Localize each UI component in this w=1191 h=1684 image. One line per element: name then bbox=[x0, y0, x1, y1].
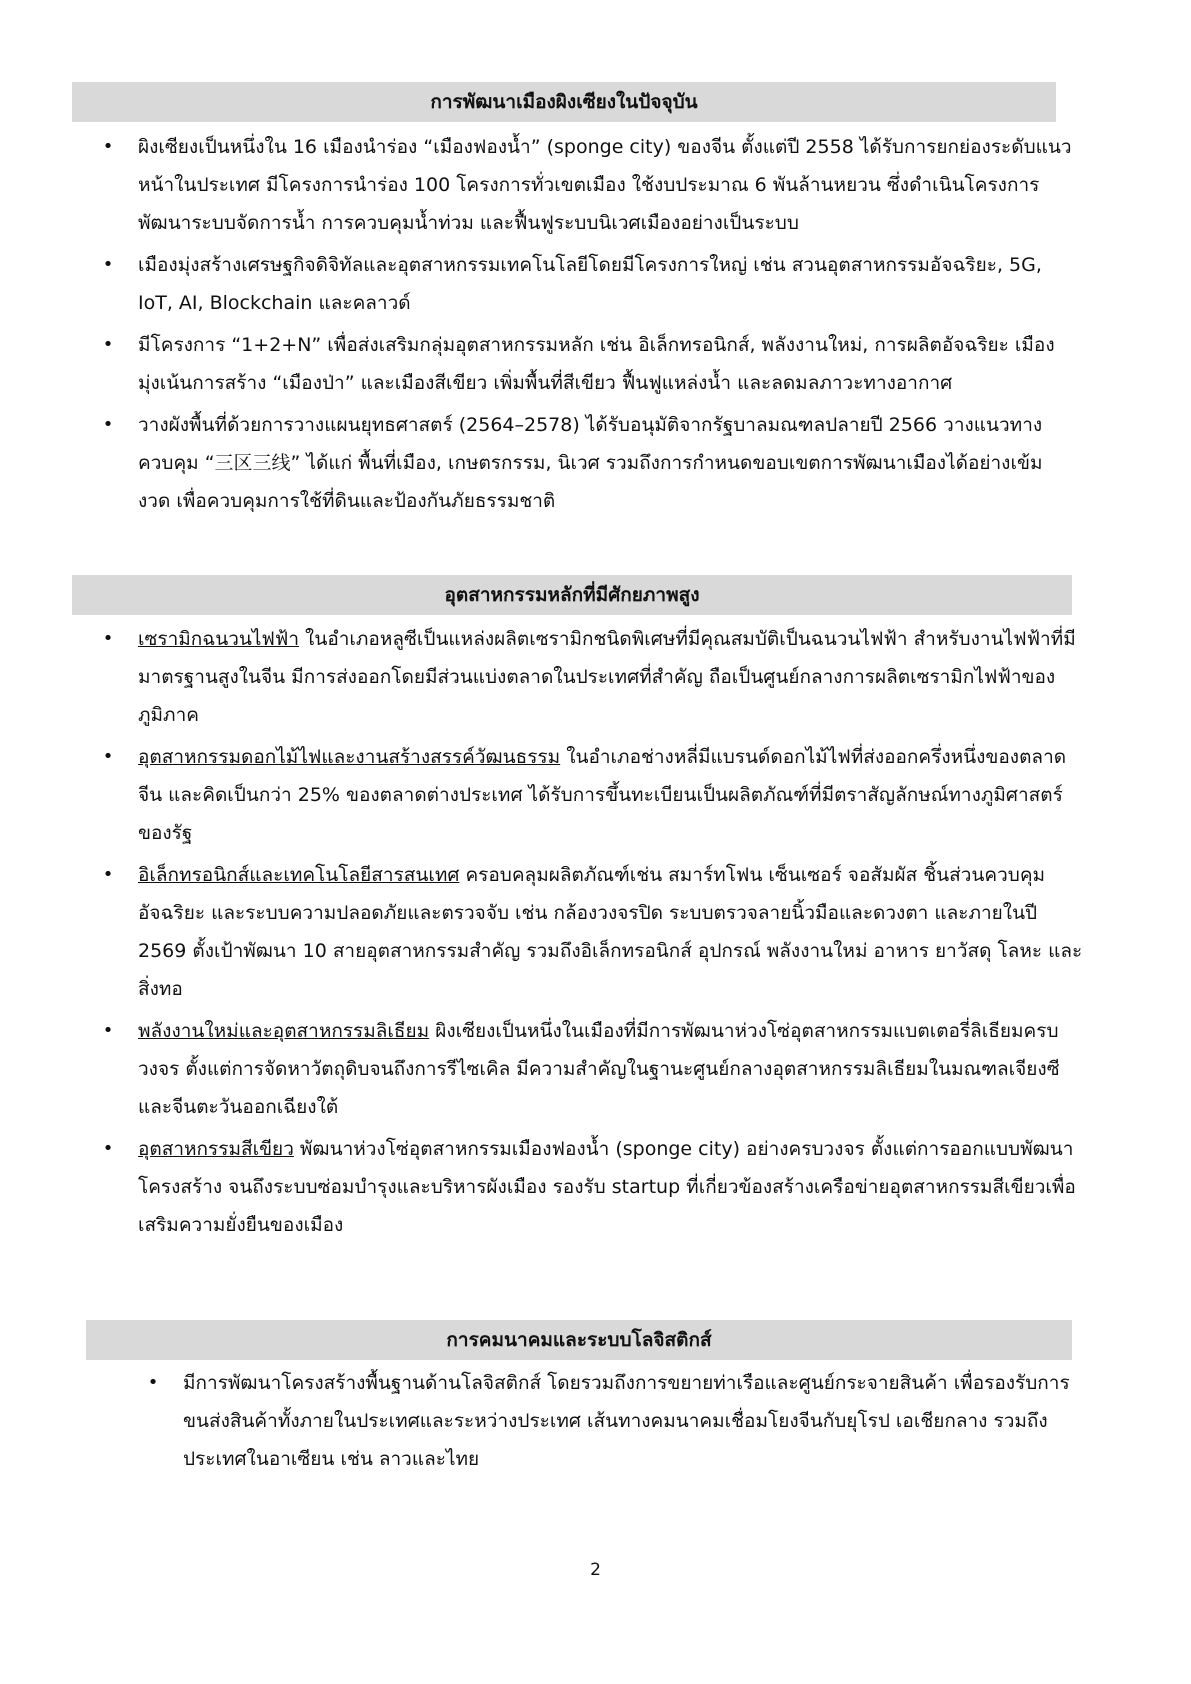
bullet-icon: • bbox=[102, 864, 114, 885]
item-text: เมืองมุ่งสร้างเศรษฐกิจดิจิทัลและอุตสาหกรรมเทคโนโลยีโดยมีโครงการใหญ่ เช่น สวนอุตสาหกรรมอัจฉริยะ, 5G, IoT, AI, Blockchain และคลาวด์ bbox=[138, 254, 1042, 314]
list-item bbox=[102, 1012, 1083, 1126]
bullet-icon: • bbox=[102, 1020, 114, 1041]
section-key-industries bbox=[102, 620, 1083, 1248]
item-text: วางผังพื้นที่ด้วยการวางแผนยุทธศาสตร์ (2564–2578) ได้รับอนุมัติจากรัฐบาลมณฑลปลายปี 2566 วางแนวทางควบคุม “三区三线” ได้แก่ พื้นที่เมือง, เกษตรกรรม, นิเวศ รวมถึงการกำหนดขอบเขตการพัฒนาเมืองได้อย่างเข้มงวด เพื่อควบคุมการใช้ที่ดินและป้องกันภัยธรรมชาติ bbox=[138, 414, 1043, 512]
list-item bbox=[147, 1364, 1078, 1478]
item-title: พลังงานใหม่และอุตสาหกรรมลิเธียม bbox=[138, 1020, 430, 1042]
item-text: ครอบคลุมผลิตภัณฑ์เช่น สมาร์ทโฟน เซ็นเซอร์ จอสัมผัส ชิ้นส่วนควบคุมอัจฉริยะ และระบบความปลอดภัยและตรวจจับ เช่น กล้องวงจรปิด ระบบตรวจลายนิ้วมือและดวงตา และภายในปี 2569 ตั้งเป้าพัฒนา 10 สายอุตสาหกรรมสำคัญ รวมถึงอิเล็กทรอนิกส์ อุปกรณ์ พลังงานใหม่ อาหาร ยาวัสดุ โลหะ และสิ่งทอ bbox=[138, 864, 1083, 1000]
item-text: พัฒนาห่วงโซ่อุตสาหกรรมเมืองฟองน้ำ (sponge city) อย่างครบวงจร ตั้งแต่การออกแบบพัฒนาโครงสร้าง จนถึงระบบซ่อมบำรุงและบริหารผังเมือง รองรับ startup ที่เกี่ยวข้องสร้างเครือข่ายอุตสาหกรรมสีเขียวเพื่อเสริมความยั่งยืนของเมือง bbox=[138, 1138, 1076, 1236]
list-item bbox=[102, 128, 1073, 242]
bullet-icon: • bbox=[102, 628, 114, 649]
bullet-icon: • bbox=[147, 1372, 159, 1393]
item-text: ในอำเภอช่างหลี่มีแบรนด์ดอกไม้ไฟที่ส่งออกครึ่งหนึ่งของตลาดจีน และคิดเป็นกว่า 25% ของตลาดต่างประเทศ ได้รับการขึ้นทะเบียนเป็นผลิตภัณฑ์ที่มีตราสัญลักษณ์ทางภูมิศาสตร์ของรัฐ bbox=[138, 746, 1067, 844]
item-title: เซรามิกฉนวนไฟฟ้า bbox=[138, 628, 300, 650]
item-text: ผิงเซียงเป็นหนึ่งในเมืองที่มีการพัฒนาห่วงโซ่อุตสาหกรรมแบตเตอรี่ลิเธียมครบวงจร ตั้งแต่การจัดหาวัตถุดิบจนถึงการรีไซเคิล มีความสำคัญในฐานะศูนย์กลางอุตสาหกรรมลิเธียมในมณฑลเจียงซีและจีนตะวันออกเฉียงใต้ bbox=[138, 1020, 1060, 1118]
item-text: มีโครงการ “1+2+N” เพื่อส่งเสริมกลุ่มอุตสาหกรรมหลัก เช่น อิเล็กทรอนิกส์, พลังงานใหม่, การผลิตอัจฉริยะ เมืองมุ่งเน้นการสร้าง “เมืองป่า” และเมืองสีเขียว เพิ่มพื้นที่สีเขียว ฟื้นฟูแหล่งน้ำ และลดมลภาวะทางอากาศ bbox=[138, 334, 1055, 394]
list-item bbox=[102, 326, 1073, 402]
item-text: ในอำเภอหลูซีเป็นแหล่งผลิตเซรามิกชนิดพิเศษที่มีคุณสมบัติเป็นฉนวนไฟฟ้า สำหรับงานไฟฟ้าที่มีมาตรฐานสูงในจีน มีการส่งออกโดยมีส่วนแบ่งตลาดในประเทศที่สำคัญ ถือเป็นศูนย์กลางการผลิตเซรามิกไฟฟ้าของภูมิภาค bbox=[138, 628, 1076, 726]
bullet-icon: • bbox=[102, 414, 114, 435]
bullet-icon: • bbox=[102, 1138, 114, 1159]
page-number: 2 bbox=[590, 1560, 601, 1580]
item-title: อุตสาหกรรมดอกไม้ไฟและงานสร้างสรรค์วัฒนธรรม bbox=[138, 746, 561, 768]
list-item bbox=[102, 1130, 1083, 1244]
bullet-icon: • bbox=[102, 136, 114, 157]
item-text: ผิงเซียงเป็นหนึ่งใน 16 เมืองนำร่อง “เมืองฟองน้ำ” (sponge city) ของจีน ตั้งแต่ปี 2558 ได้รับการยกย่องระดับแนวหน้าในประเทศ มีโครงการนำร่อง 100 โครงการทั่วเขตเมือง ใช้งบประมาณ 6 พันล้านหยวน ซึ่งดำเนินโครงการพัฒนาระบบจัดการน้ำ การควบคุมน้ำท่วม และฟื้นฟูระบบนิเวศเมืองอย่างเป็นระบบ bbox=[138, 136, 1072, 234]
list-item bbox=[102, 856, 1083, 1008]
section-heading-logistics: การคมนาคมและระบบโลจิสติกส์ bbox=[86, 1320, 1072, 1360]
section-current-development bbox=[102, 128, 1073, 524]
list-item bbox=[102, 406, 1073, 520]
item-text: มีการพัฒนาโครงสร้างพื้นฐานด้านโลจิสติกส์ โดยรวมถึงการขยายท่าเรือและศูนย์กระจายสินค้า เพื่อรองรับการขนส่งสินค้าทั้งภายในประเทศและระหว่างประเทศ เส้นทางคมนาคมเชื่อมโยงจีนกับยุโรป เอเชียกลาง รวมถึงประเทศในอาเซียน เช่น ลาวและไทย bbox=[183, 1372, 1070, 1470]
list-item bbox=[102, 246, 1073, 322]
section-heading-key-industries: อุตสาหกรรมหลักที่มีศักยภาพสูง bbox=[72, 575, 1072, 615]
item-title: อิเล็กทรอนิกส์และเทคโนโลยีสารสนเทศ bbox=[138, 864, 460, 886]
bullet-icon: • bbox=[102, 254, 114, 275]
bullet-icon: • bbox=[102, 746, 114, 767]
section-heading-current-development: การพัฒนาเมืองผิงเซียงในปัจจุบัน bbox=[72, 82, 1056, 122]
list-item bbox=[102, 620, 1083, 734]
list-item bbox=[102, 738, 1083, 852]
item-title: อุตสาหกรรมสีเขียว bbox=[138, 1138, 294, 1160]
bullet-icon: • bbox=[102, 334, 114, 355]
section-logistics bbox=[147, 1364, 1078, 1482]
